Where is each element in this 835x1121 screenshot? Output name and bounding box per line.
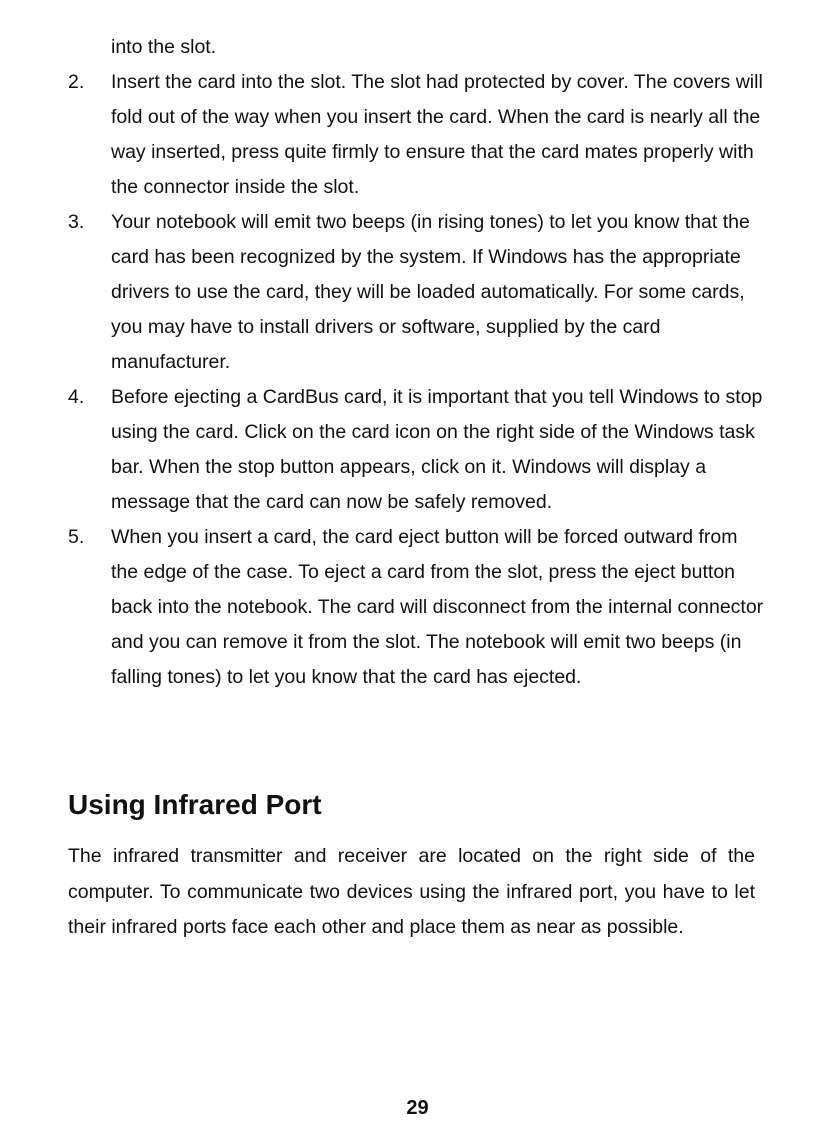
list-item-text: Insert the card into the slot. The slot had protected by cover. The covers will fold out of the way when you insert the card. When the card is nearly all the way inserted, press quite firmly to ensure that the card mates properly with the connector inside the slot. — [111, 71, 763, 198]
list-item-text: Your notebook will emit two beeps (in rising tones) to let you know that the card has been recognized by the system. If Windows has the appropriate drivers to use the card, they will be loaded automatically. For some cards, you may have to install drivers or software, supplied by the card manufacturer. — [111, 211, 750, 373]
list-item-number: 2. — [68, 71, 85, 93]
list-item-number: 3. — [68, 211, 85, 233]
list-item-text: Before ejecting a CardBus card, it is important that you tell Windows to stop using the card. Click on the card icon on the right side of the Windows task bar. When the stop button appears, click on it. Windows will display a message that the card can now be safely removed. — [111, 386, 763, 513]
list-item-number: 5. — [68, 526, 85, 548]
list-item-text: When you insert a card, the card eject button will be forced outward from the edge of the case. To eject a card from the slot, press the eject button back into the notebook. The card will disconnect from the internal connector and you can remove it from the slot. The notebook will emit two beeps (in falling tones) to let you know that the card has ejected. — [111, 526, 764, 688]
section-heading: Using Infrared Port — [68, 789, 322, 820]
section-paragraph: The infrared transmitter and receiver are located on the right side of the computer. To communicate two devices using the infrared port, you have to let their infrared ports face each other and place them as near as possible. — [68, 845, 755, 938]
list-item — [68, 65, 766, 205]
list-item-number: 4. — [68, 386, 85, 408]
list-item — [68, 205, 766, 380]
list-item — [68, 520, 766, 695]
instruction-list — [68, 30, 768, 695]
page-number: 29 — [406, 1097, 429, 1119]
list-continuation: into the slot. — [111, 36, 217, 58]
list-item — [68, 380, 766, 520]
